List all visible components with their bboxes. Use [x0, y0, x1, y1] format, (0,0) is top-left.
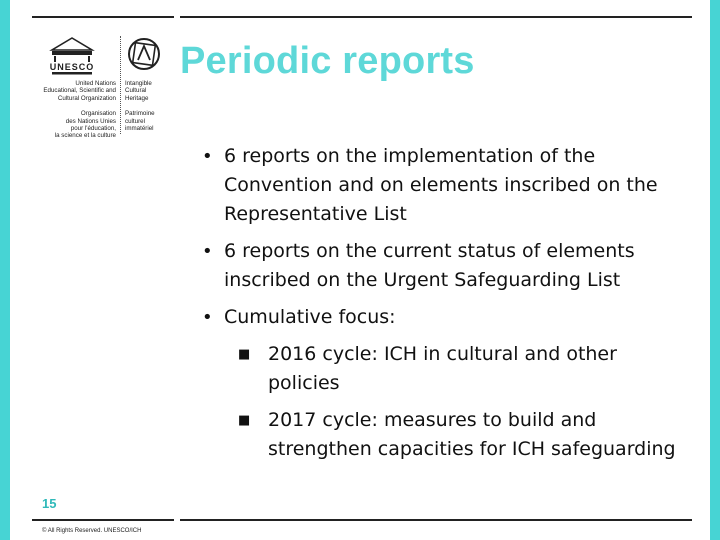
sub-bullet-item	[190, 340, 690, 398]
sub-bullet-text: 2016 cycle: ICH in cultural and other policies	[268, 343, 617, 394]
bullet-text: 6 reports on the current status of elements inscribed on the Urgent Safeguarding List	[224, 240, 635, 291]
bullet-text: Cumulative focus:	[224, 306, 396, 328]
bullet-item	[190, 303, 690, 332]
bottom-right-rule	[180, 519, 692, 521]
square-bullet-icon: ■	[238, 413, 251, 428]
top-left-rule	[32, 16, 174, 18]
sub-bullet-text: 2017 cycle: measures to build and strengthen capacities for ICH safeguarding	[268, 409, 676, 460]
bullet-item	[190, 237, 690, 295]
bullet-text: 6 reports on the implementation of the Convention and on elements inscribed on the Representative List	[224, 145, 658, 225]
square-bullet-icon: ■	[238, 347, 251, 362]
copyright-text: © All Rights Reserved. UNESCO/ICH	[42, 528, 142, 534]
unesco-ich-logo	[32, 34, 172, 140]
ich-name-text: Intangible Cultural Heritage Patrimoine culturel immatériel	[125, 80, 155, 133]
bullet-icon: •	[202, 307, 213, 328]
bottom-left-rule	[32, 519, 174, 521]
slide-body	[190, 142, 690, 472]
unesco-name-text: United Nations Educational, Scientific and Cultural Organization Organisation des Nations Unies pour l'éducation, la science et la culture	[43, 80, 116, 140]
unesco-emblem-text: UNESCO	[49, 62, 95, 72]
bullet-icon: •	[202, 146, 213, 167]
page-number: 15	[42, 496, 57, 511]
unesco-temple-emblem	[32, 34, 172, 78]
bullet-icon: •	[202, 241, 213, 262]
slide-title: Periodic reports	[180, 40, 475, 82]
top-right-rule	[180, 16, 692, 18]
sub-bullet-item	[190, 406, 690, 464]
bullet-item	[190, 142, 690, 229]
ich-emblem-icon	[129, 39, 159, 69]
logo-divider	[120, 36, 122, 134]
